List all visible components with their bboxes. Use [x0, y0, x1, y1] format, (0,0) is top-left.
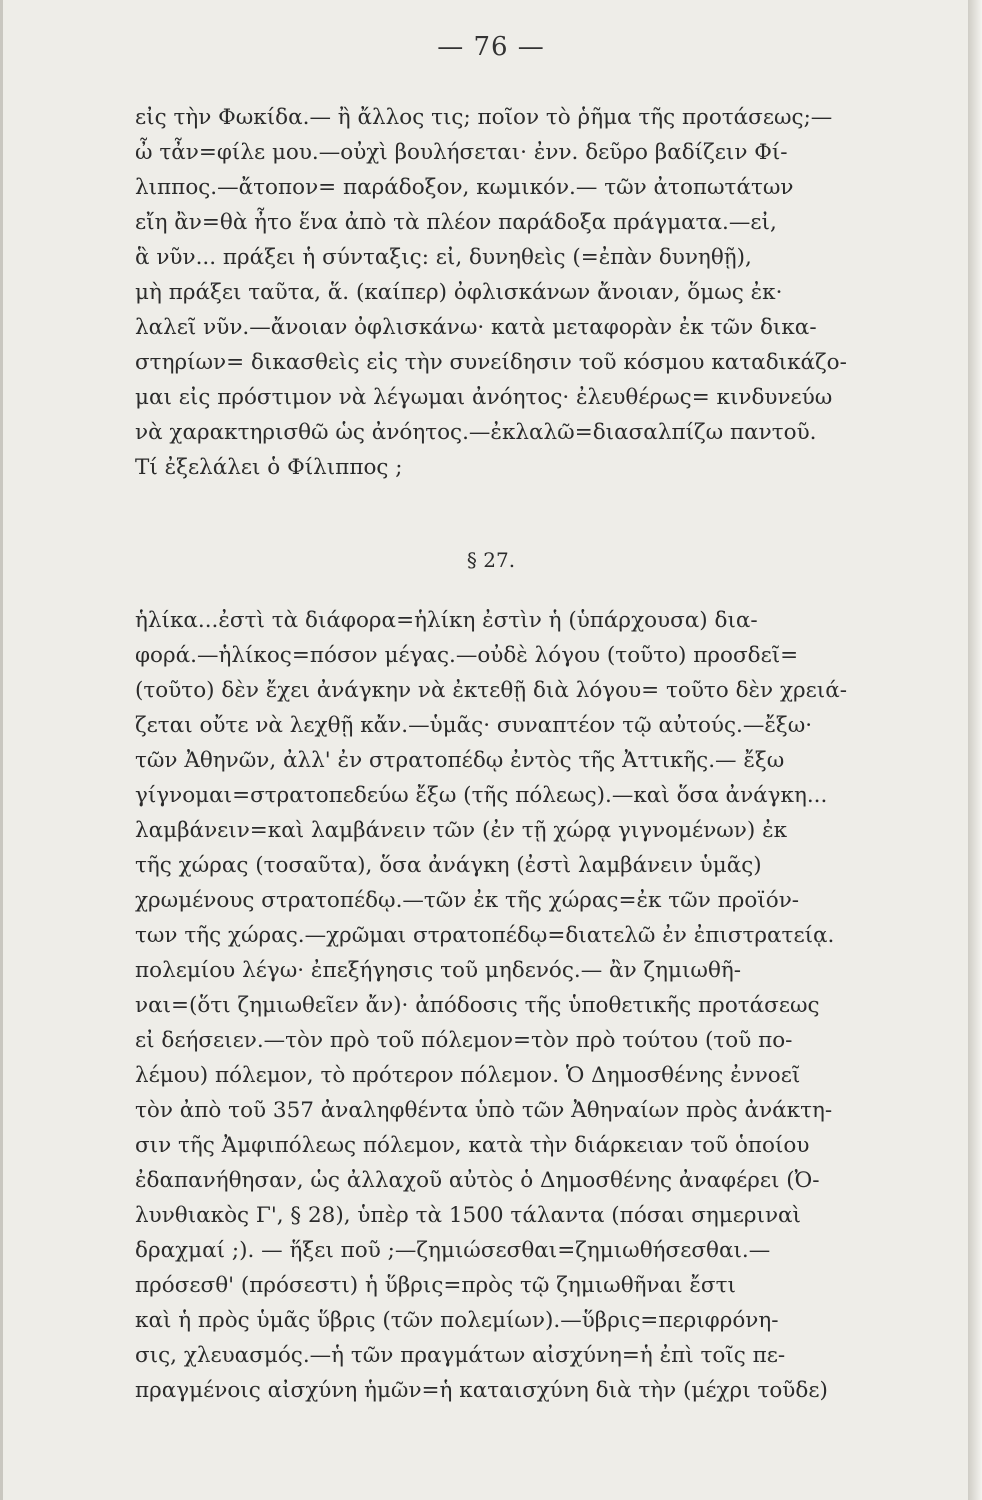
text-line: καὶ ἡ πρὸς ὑμᾶς ὕβρις (τῶν πολεμίων).—ὕβρις=περιφρόνη-: [135, 1308, 779, 1333]
text-line: χρωμένους στρατοπέδῳ.—τῶν ἐκ τῆς χώρας=ἐκ τῶν προϊόν-: [135, 888, 800, 913]
text-line: εἰ δεήσειεν.—τὸν πρὸ τοῦ πόλεμον=τὸν πρὸ τούτου (τοῦ πο-: [135, 1028, 793, 1053]
text-line: τὸν ἀπὸ τοῦ 357 ἀναληφθέντα ὑπὸ τῶν Ἀθηναίων πρὸς ἀνάκτη-: [135, 1098, 833, 1123]
text-line: λυνθιακὸς Γ', § 28), ὑπὲρ τὰ 1500 τάλαντα (πόσαι σημεριναὶ: [135, 1203, 801, 1228]
text-line: πολεμίου λέγω· ἐπεξήγησις τοῦ μηδενός.— ἂν ζημιωθῆ-: [135, 958, 742, 983]
text-line: πραγμένοις αἰσχύνη ἡμῶν=ἡ καταισχύνη διὰ τὴν (μέχρι τοῦδε): [135, 1378, 828, 1403]
section-heading: § 27.: [466, 548, 516, 572]
text-line: εἴη ἂν=θὰ ἦτο ἕνα ἀπὸ τὰ πλέον παράδοξα πράγματα.—εἰ,: [135, 210, 777, 235]
text-line: ἃ νῦν... πράξει ἡ σύνταξις: εἰ, δυνηθεὶς (=ἐπὰν δυνηθῇ),: [135, 245, 752, 270]
text-line: φορά.—ἡλίκος=πόσον μέγας.—οὐδὲ λόγου (τοῦτο) προσδεῖ=: [135, 643, 799, 668]
text-line: σις, χλευασμός.—ἡ τῶν πραγμάτων αἰσχύνη=ἡ ἐπὶ τοῖς πε-: [135, 1343, 786, 1368]
text-line: λαμβάνειν=καὶ λαμβάνειν τῶν (ἐν τῇ χώρᾳ γιγνομένων) ἐκ: [135, 818, 788, 843]
paragraph-1: [135, 100, 910, 485]
text-line: τῆς χώρας (τοσαῦτα), ὅσα ἀνάγκη (ἐστὶ λαμβάνειν ὑμᾶς): [135, 853, 762, 878]
text-line: λέμου) πόλεμον, τὸ πρότερον πόλεμον. Ὁ Δημοσθένης ἐννοεῖ: [135, 1063, 801, 1088]
text-line: λαλεῖ νῦν.—ἄνοιαν ὀφλισκάνω· κατὰ μεταφορὰν ἐκ τῶν δικα-: [135, 315, 817, 340]
text-line: ὦ τἆν=φίλε μου.—οὐχὶ βουλήσεται· ἐνν. δεῦρο βαδίζειν Φί-: [135, 140, 788, 165]
text-line: (τοῦτο) δὲν ἔχει ἀνάγκην νὰ ἐκτεθῇ διὰ λόγου= τοῦτο δὲν χρειά-: [135, 678, 847, 703]
page-right-edge: [968, 0, 982, 1500]
text-line: εἰς τὴν Φωκίδα.— ἢ ἄλλος τις; ποῖον τὸ ῥῆμα τῆς προτάσεως;—: [135, 105, 833, 130]
page-left-edge: [0, 0, 3, 1500]
text-line: Τί ἐξελάλει ὁ Φίλιππος ;: [135, 455, 403, 480]
text-line: στηρίων= δικασθεὶς εἰς τὴν συνείδησιν τοῦ κόσμου καταδικάζο-: [135, 350, 847, 375]
text-line: μὴ πράξει ταῦτα, ἅ. (καίπερ) ὀφλισκάνων ἄνοιαν, ὅμως ἐκ·: [135, 280, 783, 305]
text-line: λιππος.—ἄτοπον= παράδοξον, κωμικόν.— τῶν ἀτοπωτάτων: [135, 175, 794, 200]
text-line: δραχμαί ;). — ἥξει ποῦ ;—ζημιώσεσθαι=ζημιωθήσεσθαι.—: [135, 1238, 771, 1263]
text-line: νὰ χαρακτηρισθῶ ὡς ἀνόητος.—ἐκλαλῶ=διασαλπίζω παντοῦ.: [135, 420, 817, 445]
paragraph-2: [135, 603, 910, 1408]
text-line: ναι=(ὅτι ζημιωθεῖεν ἄν)· ἀπόδοσις τῆς ὑποθετικῆς προτάσεως: [135, 993, 820, 1018]
text-line: των τῆς χώρας.—χρῶμαι στρατοπέδῳ=διατελῶ ἐν ἐπιστρατείᾳ.: [135, 923, 835, 948]
text-line: ζεται οὔτε νὰ λεχθῇ κἄν.—ὑμᾶς· συναπτέον τῷ αὐτούς.—ἔξω·: [135, 713, 813, 738]
text-line: γίγνομαι=στρατοπεδεύω ἔξω (τῆς πόλεως).—καὶ ὅσα ἀνάγκη...: [135, 783, 828, 808]
text-line: ἡλίκα...ἐστὶ τὰ διάφορα=ἡλίκη ἐστὶν ἡ (ὑπάρχουσα) δια-: [135, 608, 758, 633]
text-line: ἐδαπανήθησαν, ὡς ἀλλαχοῦ αὐτὸς ὁ Δημοσθένης ἀναφέρει (Ὀ-: [135, 1168, 820, 1193]
text-line: πρόσεσθ' (πρόσεστι) ἡ ὕβρις=πρὸς τῷ ζημιωθῆναι ἔστι: [135, 1273, 736, 1298]
text-line: τῶν Ἀθηνῶν, ἀλλ' ἐν στρατοπέδῳ ἐντὸς τῆς Ἀττικῆς.— ἔξω: [135, 748, 785, 773]
page-number: — 76 —: [437, 32, 545, 62]
text-line: σιν τῆς Ἀμφιπόλεως πόλεμον, κατὰ τὴν διάρκειαν τοῦ ὁποίου: [135, 1133, 810, 1158]
text-line: μαι εἰς πρόστιμον νὰ λέγωμαι ἀνόητος· ἐλευθέρως= κινδυνεύω: [135, 385, 833, 410]
